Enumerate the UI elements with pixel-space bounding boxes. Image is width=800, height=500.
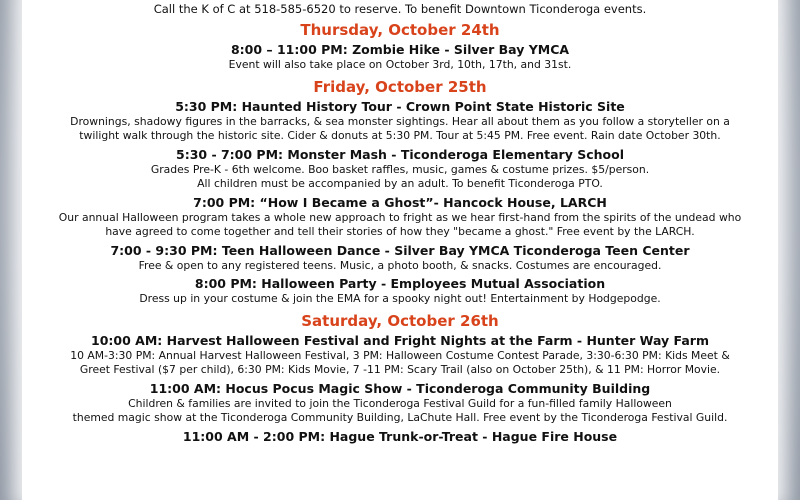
event-title-haunted-history-tour: 5:30 PM: Haunted History Tour - Crown Point State Historic Site [175, 98, 625, 114]
desc-line: Greet Festival ($7 per child), 6:30 PM: Kids Movie, 7 -11 PM: Scary Trail (also on October 25th), & 11 PM: Horror Movie. [79, 363, 721, 376]
desc-line: Grades Pre-K - 6th welcome. Boo basket raffles, music, games & costume prizes. $5/person. [150, 162, 650, 176]
event-title-zombie-hike: 8:00 – 11:00 PM: Zombie Hike - Silver Bay YMCA [230, 42, 570, 57]
event-desc-hocus-pocus-magic-show [22, 397, 778, 426]
day-heading-friday: Friday, October 25th [313, 77, 487, 96]
day-heading-thursday: Thursday, October 24th [300, 21, 500, 39]
event-desc-how-i-became-a-ghost [22, 211, 778, 240]
desc-line: All children must be accompanied by an adult. To benefit Ticonderoga PTO. [197, 177, 603, 190]
desc-line: Our annual Halloween program takes a whole new approach to fright as we hear first-hand from the spirits of the undead who [58, 210, 742, 224]
event-title-monster-mash: 5:30 - 7:00 PM: Monster Mash - Ticonderoga Elementary School [176, 146, 624, 162]
event-title-teen-halloween-dance: 7:00 - 9:30 PM: Teen Halloween Dance - Silver Bay YMCA Ticonderoga Teen Center [110, 242, 690, 258]
event-title-halloween-party: 8:00 PM: Halloween Party - Employees Mutual Association [194, 276, 606, 291]
event-desc-monster-mash [22, 163, 778, 192]
desc-line: themed magic show at the Ticonderoga Community Building, LaChute Hall. Free event by the Ticonderoga Festival Guild. [72, 411, 728, 424]
event-title-hocus-pocus-magic-show: 11:00 AM: Hocus Pocus Magic Show - Ticonderoga Community Building [149, 380, 651, 396]
reservation-note: Call the K of C at 518-585-6520 to reserve. To benefit Downtown Ticonderoga events. [153, 2, 647, 16]
event-title-how-i-became-a-ghost: 7:00 PM: “How I Became a Ghost”- Hancock House, LARCH [193, 194, 607, 210]
day-heading-saturday: Saturday, October 26th [301, 311, 499, 330]
event-desc-halloween-party [22, 292, 778, 307]
event-desc-teen-halloween-dance [22, 259, 778, 274]
desc-line: Dress up in your costume & join the EMA for a spooky night out! Entertainment by Hodgepodge. [139, 292, 661, 305]
desc-line: 10 AM-3:30 PM: Annual Harvest Halloween Festival, 3 PM: Halloween Costume Contest Parade, 3:30-6:30 PM: Kids Meet & [70, 348, 730, 362]
event-desc-haunted-history-tour [22, 115, 778, 144]
event-title-harvest-halloween-festival: 10:00 AM: Harvest Halloween Festival and Fright Nights at the Farm - Hunter Way Farm [91, 332, 709, 348]
event-title-hague-trunk-or-treat: 11:00 AM - 2:00 PM: Hague Trunk-or-Treat - Hague Fire House [182, 428, 618, 444]
desc-line: Free & open to any registered teens. Music, a photo booth, & snacks. Costumes are encouraged. [138, 258, 662, 272]
desc-line: twilight walk through the historic site. Cider & donuts at 5:30 PM. Tour at 5:45 PM. Free event. Rain date October 30th. [79, 129, 721, 142]
event-desc-harvest-halloween-festival [22, 349, 778, 378]
desc-line: have agreed to come together and tell their stories of how they "became a ghost." Free event by the LARCH. [105, 225, 695, 238]
event-desc-zombie-hike [22, 58, 778, 73]
event-flyer [22, 0, 778, 500]
desc-line: Event will also take place on October 3rd, 10th, 17th, and 31st. [228, 58, 572, 71]
desc-line: Children & families are invited to join the Ticonderoga Festival Guild for a fun-filled family Halloween [128, 396, 672, 410]
desc-line: Drownings, shadowy figures in the barracks, & sea monster sightings. Hear all about them as you follow a storyteller on a [70, 114, 730, 128]
